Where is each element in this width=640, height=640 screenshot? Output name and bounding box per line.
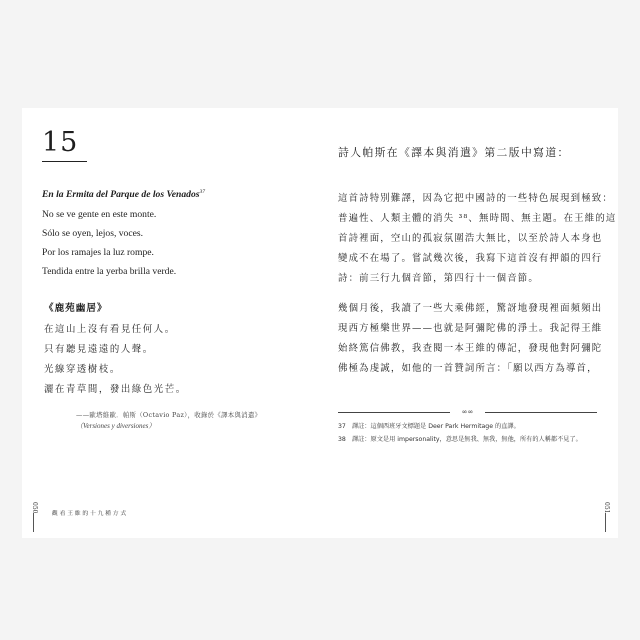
footnote-divider xyxy=(338,409,597,415)
page-number: 051 xyxy=(603,502,610,514)
paragraph-line: 幾個月後，我讀了一些大乘佛經，驚訝地發現裡面頻頻出 xyxy=(338,303,603,314)
paragraph-line: 現西方極樂世界——也就是阿彌陀佛的淨土。我記得王維 xyxy=(338,323,603,334)
footnote-ref: 37 xyxy=(199,189,206,195)
paragraph-line: 佛極為虔誠，如他的一首贊詞所言：「願以西方為導首， xyxy=(338,363,598,374)
footnote-text: 譯註：這個西班牙文標題是 Deer Park Hermitage 的直譯。 xyxy=(352,423,520,430)
poem-line: Tendida entre la yerba brilla verde. xyxy=(42,266,177,277)
right-page xyxy=(320,108,618,538)
divider-line-right xyxy=(485,412,597,413)
chapter-number: 15 xyxy=(42,127,79,158)
footnote xyxy=(338,434,582,443)
paragraph-line: 普遍性、人類主體的消失 ³⁸、無時間、無主題。在王維的這 xyxy=(338,213,617,224)
poem-title xyxy=(42,189,205,200)
chinese-poem-line: 只有聽見遠遠的人聲。 xyxy=(44,344,154,355)
footnote-number: 37 xyxy=(338,423,346,430)
chinese-poem-line: 灑在青草間，發出綠色光芒。 xyxy=(44,384,187,395)
chapter-underline xyxy=(42,161,87,162)
running-title: 觀看王維的十九種方式 xyxy=(52,511,128,517)
footnote-number: 38 xyxy=(338,436,346,443)
poem-title-text: En la Ermita del Parque de los Venados xyxy=(42,189,200,201)
page-number: 050 xyxy=(31,502,38,514)
poem-line: No se ve gente en este monte. xyxy=(42,209,157,220)
divider-ornament: ∞∞ xyxy=(461,408,474,416)
poem-line: Sólo se oyen, lejos, voces. xyxy=(42,228,143,239)
paragraph-line: 詩：前三行九個音節，第四行十一個音節。 xyxy=(338,273,539,284)
left-page xyxy=(22,108,320,538)
paragraph-line: 首詩裡面，空山的孤寂氛圍浩大無比，以至於詩人本身也 xyxy=(338,233,603,244)
divider-line-left xyxy=(338,412,450,413)
paragraph-line: 始終篤信佛教，我查閱一本王維的傳記，發現他對阿彌陀 xyxy=(338,343,603,354)
book-spread xyxy=(22,108,618,538)
intro-line: 詩人帕斯在《譯本與消遣》第二版中寫道： xyxy=(338,146,570,159)
chinese-poem-line: 光線穿透樹枝。 xyxy=(44,364,121,375)
paragraph-line: 變成不在場了。嘗試幾次後，我寫下這首沒有押韻的四行 xyxy=(338,253,603,264)
poem-credit: ——歐塔維歐．帕斯（Octavio Paz），收錄於《譯本與消遣》 xyxy=(76,411,262,419)
chinese-poem-line: 在這山上沒有看見任何人。 xyxy=(44,324,176,335)
footnote-text: 譯註：原文是用 impersonality，意思是無我、無我，無他，所有的人稱都不見了。 xyxy=(352,436,582,443)
poem-line: Por los ramajes la luz rompe. xyxy=(42,247,154,258)
paragraph-line: 這首詩特別難譯，因為它把中國詩的一些特色展現到極致： xyxy=(338,193,613,204)
poem-credit-book: （Versiones y diversiones） xyxy=(76,422,156,430)
footnote xyxy=(338,421,520,430)
chinese-poem-title: 《鹿苑幽居》 xyxy=(44,303,108,314)
